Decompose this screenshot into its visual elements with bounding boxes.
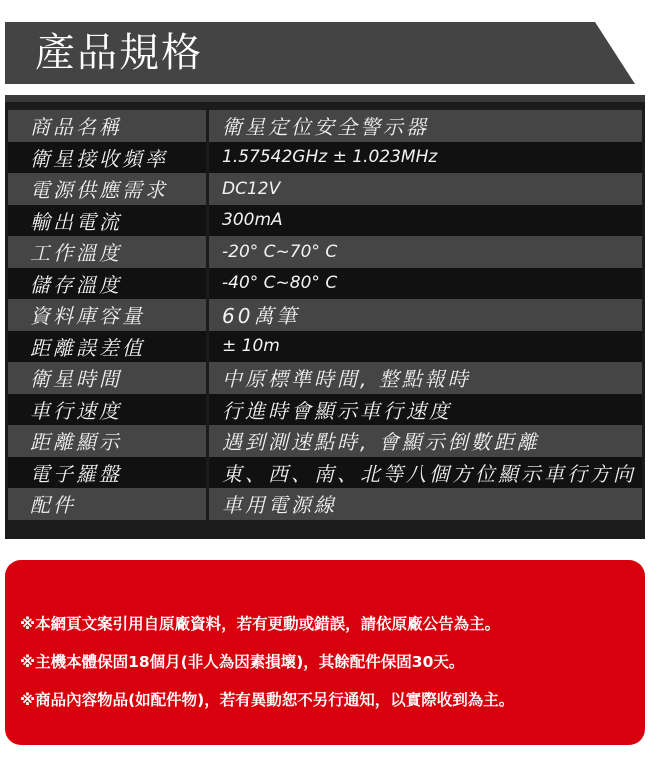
- spec-value: -20° C~70° C: [209, 236, 642, 268]
- spec-row: [8, 268, 642, 300]
- page-title: 產品規格: [35, 30, 203, 76]
- spec-row: [8, 205, 642, 237]
- spec-value: 60萬筆: [209, 299, 642, 331]
- spec-label: 商品名稱: [8, 110, 206, 142]
- spec-label: 車行速度: [8, 394, 206, 426]
- spec-value: 遇到測速點時, 會顯示倒數距離: [209, 425, 642, 457]
- notice-line: ※本網頁文案引用自原廠資料，若有更動或錯誤，請依原廠公告為主。: [20, 615, 501, 633]
- spec-value: 行進時會顯示車行速度: [209, 394, 642, 426]
- spec-value: 衛星定位安全警示器: [209, 110, 642, 142]
- spec-header-banner: [5, 22, 635, 84]
- spec-value: -40° C~80° C: [209, 268, 642, 300]
- spec-value: 中原標準時間, 整點報時: [209, 362, 642, 394]
- spec-label: 配件: [8, 488, 206, 520]
- spec-label: 衛星接收頻率: [8, 142, 206, 174]
- spec-label: 資料庫容量: [8, 299, 206, 331]
- spec-table: [8, 110, 642, 520]
- spec-label: 輸出電流: [8, 205, 206, 237]
- spec-value: 1.57542GHz ± 1.023MHz: [209, 142, 642, 174]
- spec-row: [8, 110, 642, 142]
- spec-row: [8, 425, 642, 457]
- spec-label: 距離顯示: [8, 425, 206, 457]
- spec-row: [8, 488, 642, 520]
- spec-row: [8, 173, 642, 205]
- spec-label: 電子羅盤: [8, 457, 206, 489]
- spec-row: [8, 299, 642, 331]
- spec-value: DC12V: [209, 173, 642, 205]
- spec-value: ± 10m: [209, 331, 642, 363]
- spec-table-panel: [5, 95, 645, 539]
- spec-value: 車用電源線: [209, 488, 642, 520]
- spec-label: 衛星時間: [8, 362, 206, 394]
- spec-label: 工作溫度: [8, 236, 206, 268]
- spec-label: 儲存溫度: [8, 268, 206, 300]
- spec-value: 東、西、南、北等八個方位顯示車行方向: [209, 457, 642, 489]
- spec-row: [8, 142, 642, 174]
- spec-label: 距離誤差值: [8, 331, 206, 363]
- spec-row: [8, 236, 642, 268]
- notice-line: ※商品內容物品(如配件物)，若有異動恕不另行通知，以實際收到為主。: [20, 691, 515, 709]
- spec-row: [8, 457, 642, 489]
- spec-row: [8, 362, 642, 394]
- notice-list: [20, 605, 514, 719]
- notice-line: ※主機本體保固18個月(非人為因素損壞)，其餘配件保固30天。: [20, 653, 465, 671]
- spec-label: 電源供應需求: [8, 173, 206, 205]
- spec-row: [8, 394, 642, 426]
- spec-value: 300mA: [209, 205, 642, 237]
- notice-box: [5, 560, 645, 745]
- spec-row: [8, 331, 642, 363]
